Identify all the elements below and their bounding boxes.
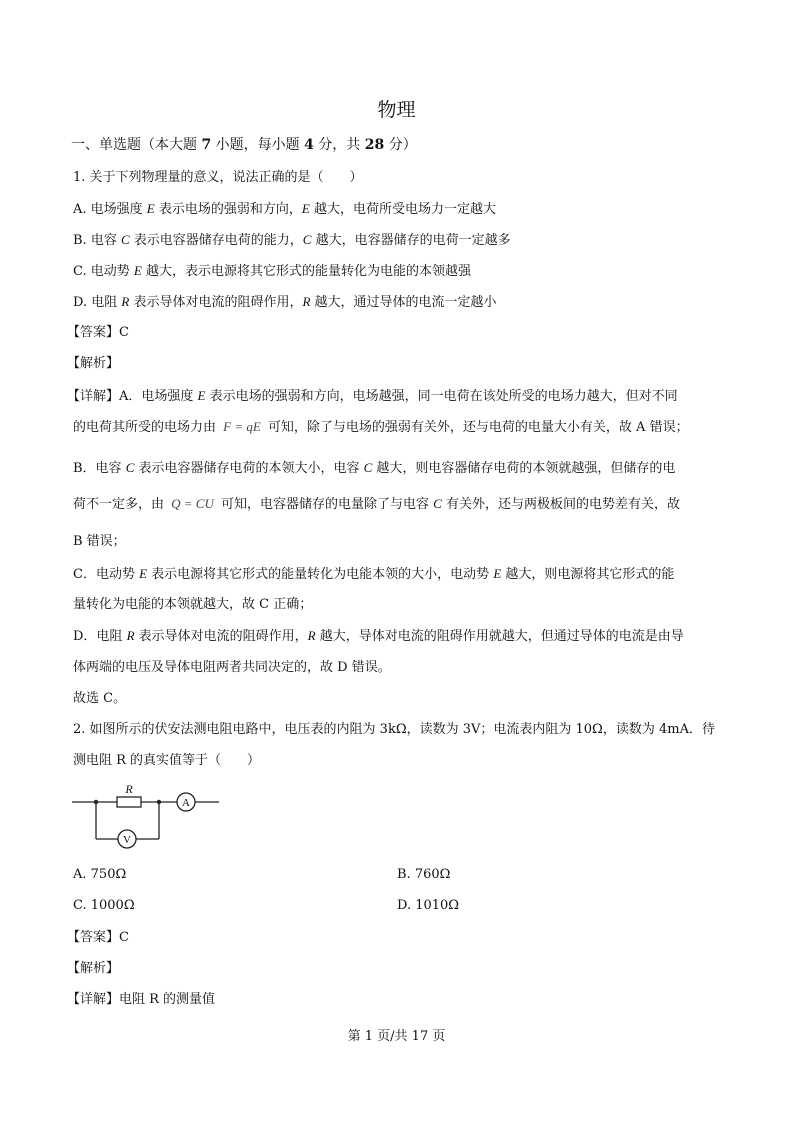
ammeter-label: A <box>182 797 190 809</box>
q2-option-b: B. 760Ω <box>397 867 451 882</box>
page-footer: 第 1 页/共 17 页 <box>347 1029 446 1044</box>
q1-detail-line: 【详解】A．电场强度 E 表示电场的强弱和方向，电场越强，同一电荷在该处所受的电场力越大，但对不同 <box>67 388 678 404</box>
q1-detail-line: C．电动势 E 表示电源将其它形式的能量转化为电能本领的大小，电动势 E 越大，则电源将其它形式的能 <box>73 566 675 582</box>
q2-answer: 【答案】C <box>67 930 129 945</box>
q2-stem: 测电阻 R 的真实值等于（ ） <box>73 753 261 768</box>
q1-detail-line: 体两端的电压及导体电阻两者共同决定的，故 D 错误。 <box>73 660 391 675</box>
q2-detail-line: 【详解】电阻 R 的测量值 <box>67 992 216 1007</box>
q1-detail-line: 的电荷其所受的电场力由 F = qE 可知，除了与电场的强弱有关外，还与电荷的电量大小有关，故 A 错误； <box>73 419 689 435</box>
q1-answer: 【答案】C <box>67 325 129 340</box>
circuit-diagram <box>72 782 222 854</box>
q1-option-d: D. 电阻 R 表示导体对电流的阻碍作用，R 越大，通过导体的电流一定越小 <box>73 294 497 310</box>
q1-detail-line: B．电容 C 表示电容器储存电荷的本领大小，电容 C 越大，则电容器储存电荷的本领就越强，但储存的电 <box>73 460 676 476</box>
q2-option-a: A. 750Ω <box>73 867 127 882</box>
q1-detail-line: B 错误； <box>73 534 126 549</box>
q1-detail-line: 荷不一定多，由 Q = CU 可知，电容器储存的电量除了与电容 C 有关外，还与两极板间的电势差有关，故 <box>73 496 680 512</box>
q1-detail-line: 量转化为电能的本领就越大，故 C 正确； <box>73 597 313 612</box>
q2-analysis-label: 【解析】 <box>67 961 120 976</box>
q1-option-b: B. 电容 C 表示电容器储存电荷的能力，C 越大，电容器储存的电荷一定越多 <box>73 232 511 248</box>
resistor-label: R <box>125 782 133 796</box>
q1-stem: 1. 关于下列物理量的意义，说法正确的是（ ） <box>73 170 363 185</box>
section-heading: 一、单选题（本大题 7 小题，每小题 4 分，共 28 分） <box>71 137 417 153</box>
q1-detail-line: 故选 C。 <box>73 691 127 706</box>
q1-option-a: A. 电场强度 E 表示电场的强弱和方向，E 越大，电荷所受电场力一定越大 <box>73 201 496 217</box>
q2-option-c: C. 1000Ω <box>73 898 135 913</box>
q1-analysis-label: 【解析】 <box>67 356 120 371</box>
q2-stem: 2. 如图所示的伏安法测电阻电路中，电压表的内阻为 3kΩ，读数为 3V；电流表内阻为 10Ω，读数为 4mA．待 <box>73 722 715 737</box>
q1-option-c: C. 电动势 E 越大，表示电源将其它形式的能量转化为电能的本领越强 <box>73 263 471 279</box>
page-title: 物理 <box>377 99 416 121</box>
q2-option-d: D. 1010Ω <box>397 898 460 913</box>
voltmeter-label: V <box>123 834 131 846</box>
q1-detail-line: D．电阻 R 表示导体对电流的阻碍作用，R 越大，导体对电流的阻碍作用就越大，但通过导体的电流是由导 <box>73 628 684 644</box>
